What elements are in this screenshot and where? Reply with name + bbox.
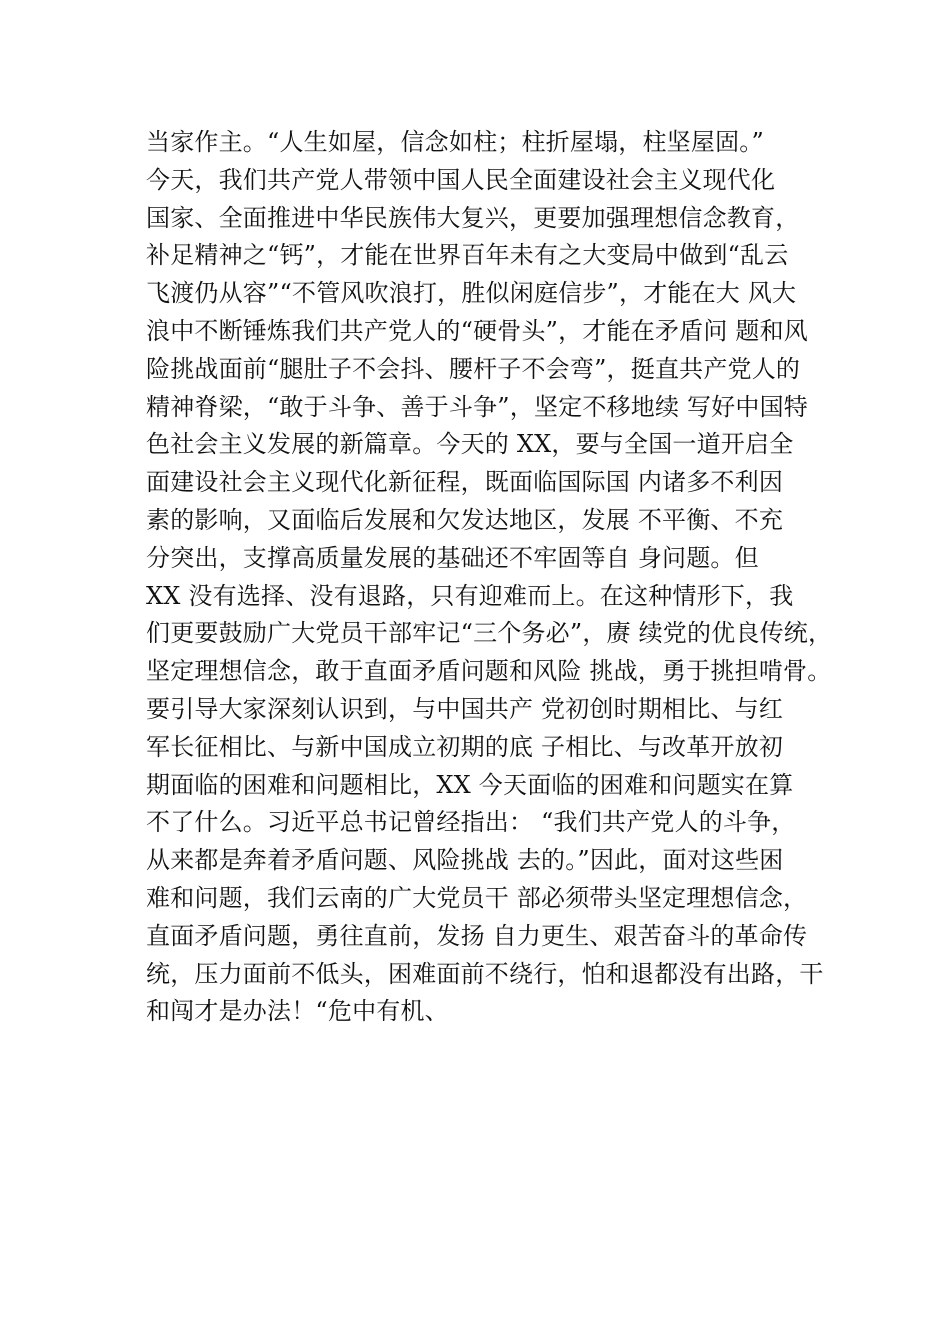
text-line: 直面矛盾问题，勇往直前，发扬 自力更生、艰苦奋斗的革命传 [146, 921, 808, 950]
text-line: 浪中不断锤炼我们共产党人的“硬骨头”，才能在矛盾问 题和风 [146, 316, 808, 345]
text-line: 当家作主。“人生如屋，信念如柱；柱折屋塌，柱坚屋固。” [146, 128, 764, 156]
text-line: 难和问题，我们云南的广大党员干 部必须带头坚定理想信念， [146, 883, 808, 912]
text-line: 补足精神之“钙”，才能在世界百年未有之大变局中做到“乱云 [146, 241, 789, 270]
text-line: 和闯才是办法！“危中有机、 [146, 997, 449, 1026]
text-line: 期面临的困难和问题相比，XX 今天面临的困难和问题实在算 [146, 770, 794, 799]
text-line: 面建设社会主义现代化新征程，既面临国际国 内诸多不利因 [146, 468, 784, 497]
text-line: 不了什么。习近平总书记曾经指出： “我们共产党人的斗争， [146, 808, 796, 837]
text-line: 今天，我们共产党人带领中国人民全面建设社会主义现代化 [146, 165, 776, 194]
text-line: XX 没有选择、没有退路，只有迎难而上。在这种情形下，我 [146, 581, 794, 610]
body-text [146, 124, 866, 1031]
text-line: 们更要鼓励广大党员干部牢记“三个务必”，赓 续党的优良传统， [146, 619, 833, 648]
text-line: 坚定理想信念，敢于直面矛盾问题和风险 挑战，勇于挑担啃骨。 [146, 657, 832, 686]
text-line: 精神脊梁，“敢于斗争、善于斗争”，坚定不移地续 写好中国特 [146, 392, 808, 421]
text-line: 飞渡仍从容”“不管风吹浪打，胜似闲庭信步”，才能在大 风大 [146, 279, 797, 308]
text-line: 统，压力面前不低头，困难面前不绕行，怕和退都没有出路，干 [146, 959, 824, 988]
text-line: 国家、全面推进中华民族伟大复兴，更要加强理想信念教育， [146, 203, 800, 232]
text-line: 军长征相比、与新中国成立初期的底 子相比、与改革开放初 [146, 732, 784, 761]
text-line: 险挑战面前“腿肚子不会抖、腰杆子不会弯”，挺直共产党人的 [146, 354, 801, 383]
text-line: 素的影响，又面临后发展和欠发达地区，发展 不平衡、不充 [146, 505, 784, 534]
text-line: 从来都是奔着矛盾问题、风险挑战 去的。”因此，面对这些困 [146, 846, 784, 875]
text-line: 色社会主义发展的新篇章。今天的 XX，要与全国一道开启全 [146, 430, 794, 459]
text-line: 要引导大家深刻认识到，与中国共产 党初创时期相比、与红 [146, 694, 784, 723]
text-line: 分突出，支撑高质量发展的基础还不牢固等自 身问题。但 [146, 543, 759, 572]
